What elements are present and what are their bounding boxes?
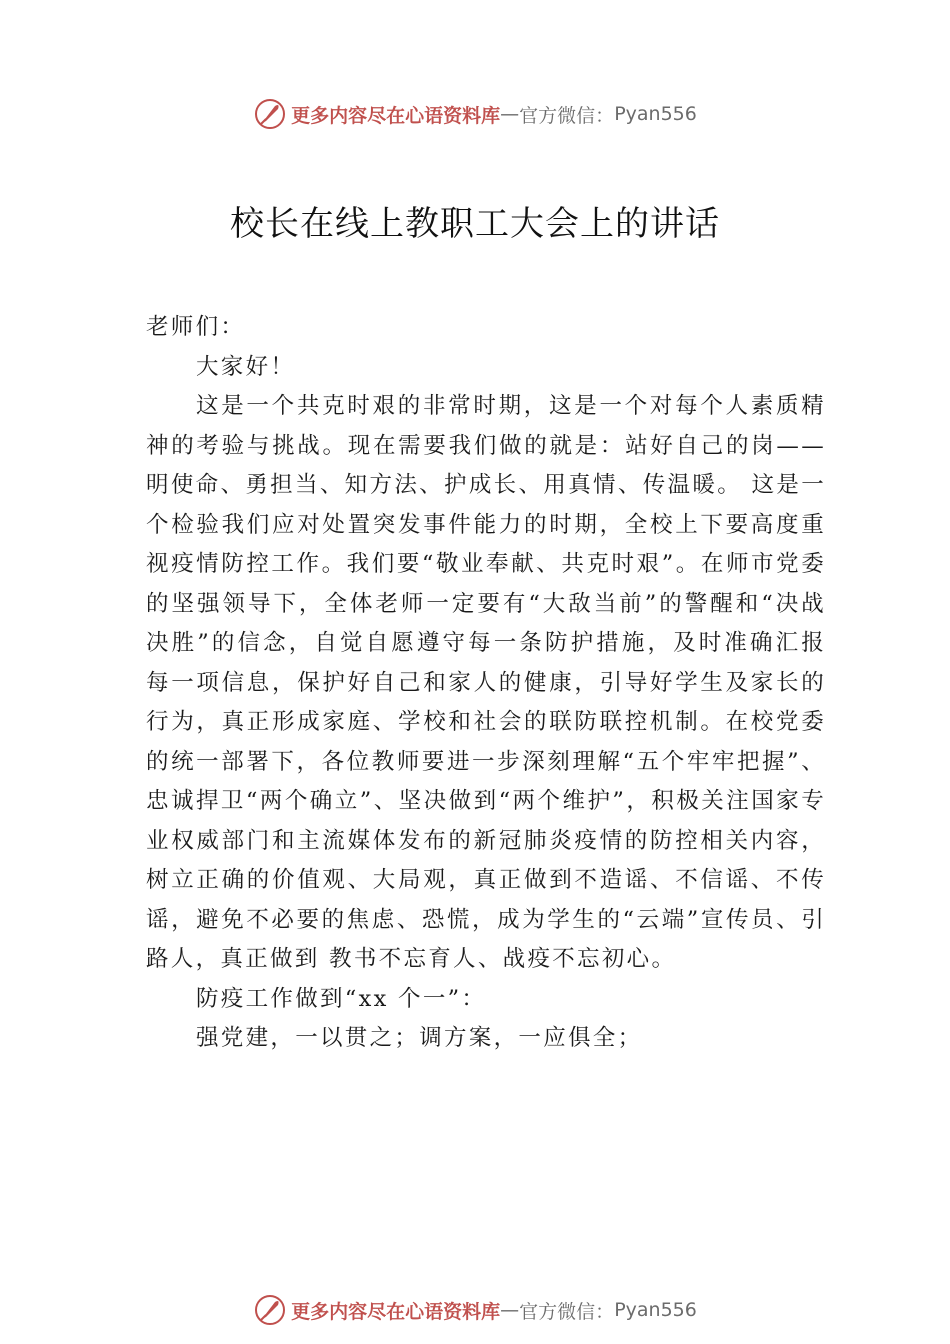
body-paragraph-main: 这是一个共克时艰的非常时期，这是一个对每个人素质精神的考验与挑战。现在需要我们做的就是：站好自己的岗——明使命、勇担当、知方法、护成长、用真情、传温暖。 这是一个检验我们应对处置突发事件能力的时期，全校上下要高度重视疫情防控工作。我们要“敬业奉献、共克时艰”。在师市党委的坚强领导下，全体老师一定要有“大敌当前”的警醒和“决战决胜”的信念，自觉自愿遵守每一条防护措施，及时准确汇报每一项信息，保护好自己和家人的健康，引导好学生及家长的行为，真正形成家庭、学校和社会的联防联控机制。在校党委的统一部署下，各位教师要进一步深刻理解“五个牢牢把握”、忠诚捍卫“两个确立”、坚决做到“两个维护”，积极关注国家专业权威部门和主流媒体发布的新冠肺炎疫情的防控相关内容，树立正确的价值观、大局观，真正做到不造谣、不信谣、不传谣，避免不必要的焦虑、恐慌，成为学生的“云端”宣传员、引路人，真正做到 教书不忘育人、战疫不忘初心。 <box>146 393 826 972</box>
greeting: 大家好！ <box>196 353 296 380</box>
banner-dash: — <box>500 103 520 125</box>
body-paragraph-list-item: 强党建，一以贯之；调方案，一应俱全； <box>196 1025 643 1051</box>
banner-site-text: 更多内容尽在心语资料库 <box>291 104 501 127</box>
banner-account-label: 官方微信： <box>519 104 615 127</box>
footer-dash: — <box>500 1299 520 1321</box>
document-body <box>146 308 826 1059</box>
header-banner <box>0 94 950 134</box>
document-title: 校长在线上教职工大会上的讲话 <box>230 204 720 244</box>
body-paragraph-list-intro: 防疫工作做到“xx 个一”： <box>196 985 487 1012</box>
banner-account-id: Pyan556 <box>614 103 697 125</box>
feather-pen-logo-icon <box>253 1293 287 1327</box>
footer-banner <box>0 1290 950 1330</box>
footer-site-text: 更多内容尽在心语资料库 <box>291 1300 501 1323</box>
salutation: 老师们： <box>146 314 246 340</box>
footer-account-label: 官方微信： <box>519 1300 615 1323</box>
feather-pen-logo-icon <box>253 97 287 131</box>
footer-account-id: Pyan556 <box>614 1299 697 1321</box>
